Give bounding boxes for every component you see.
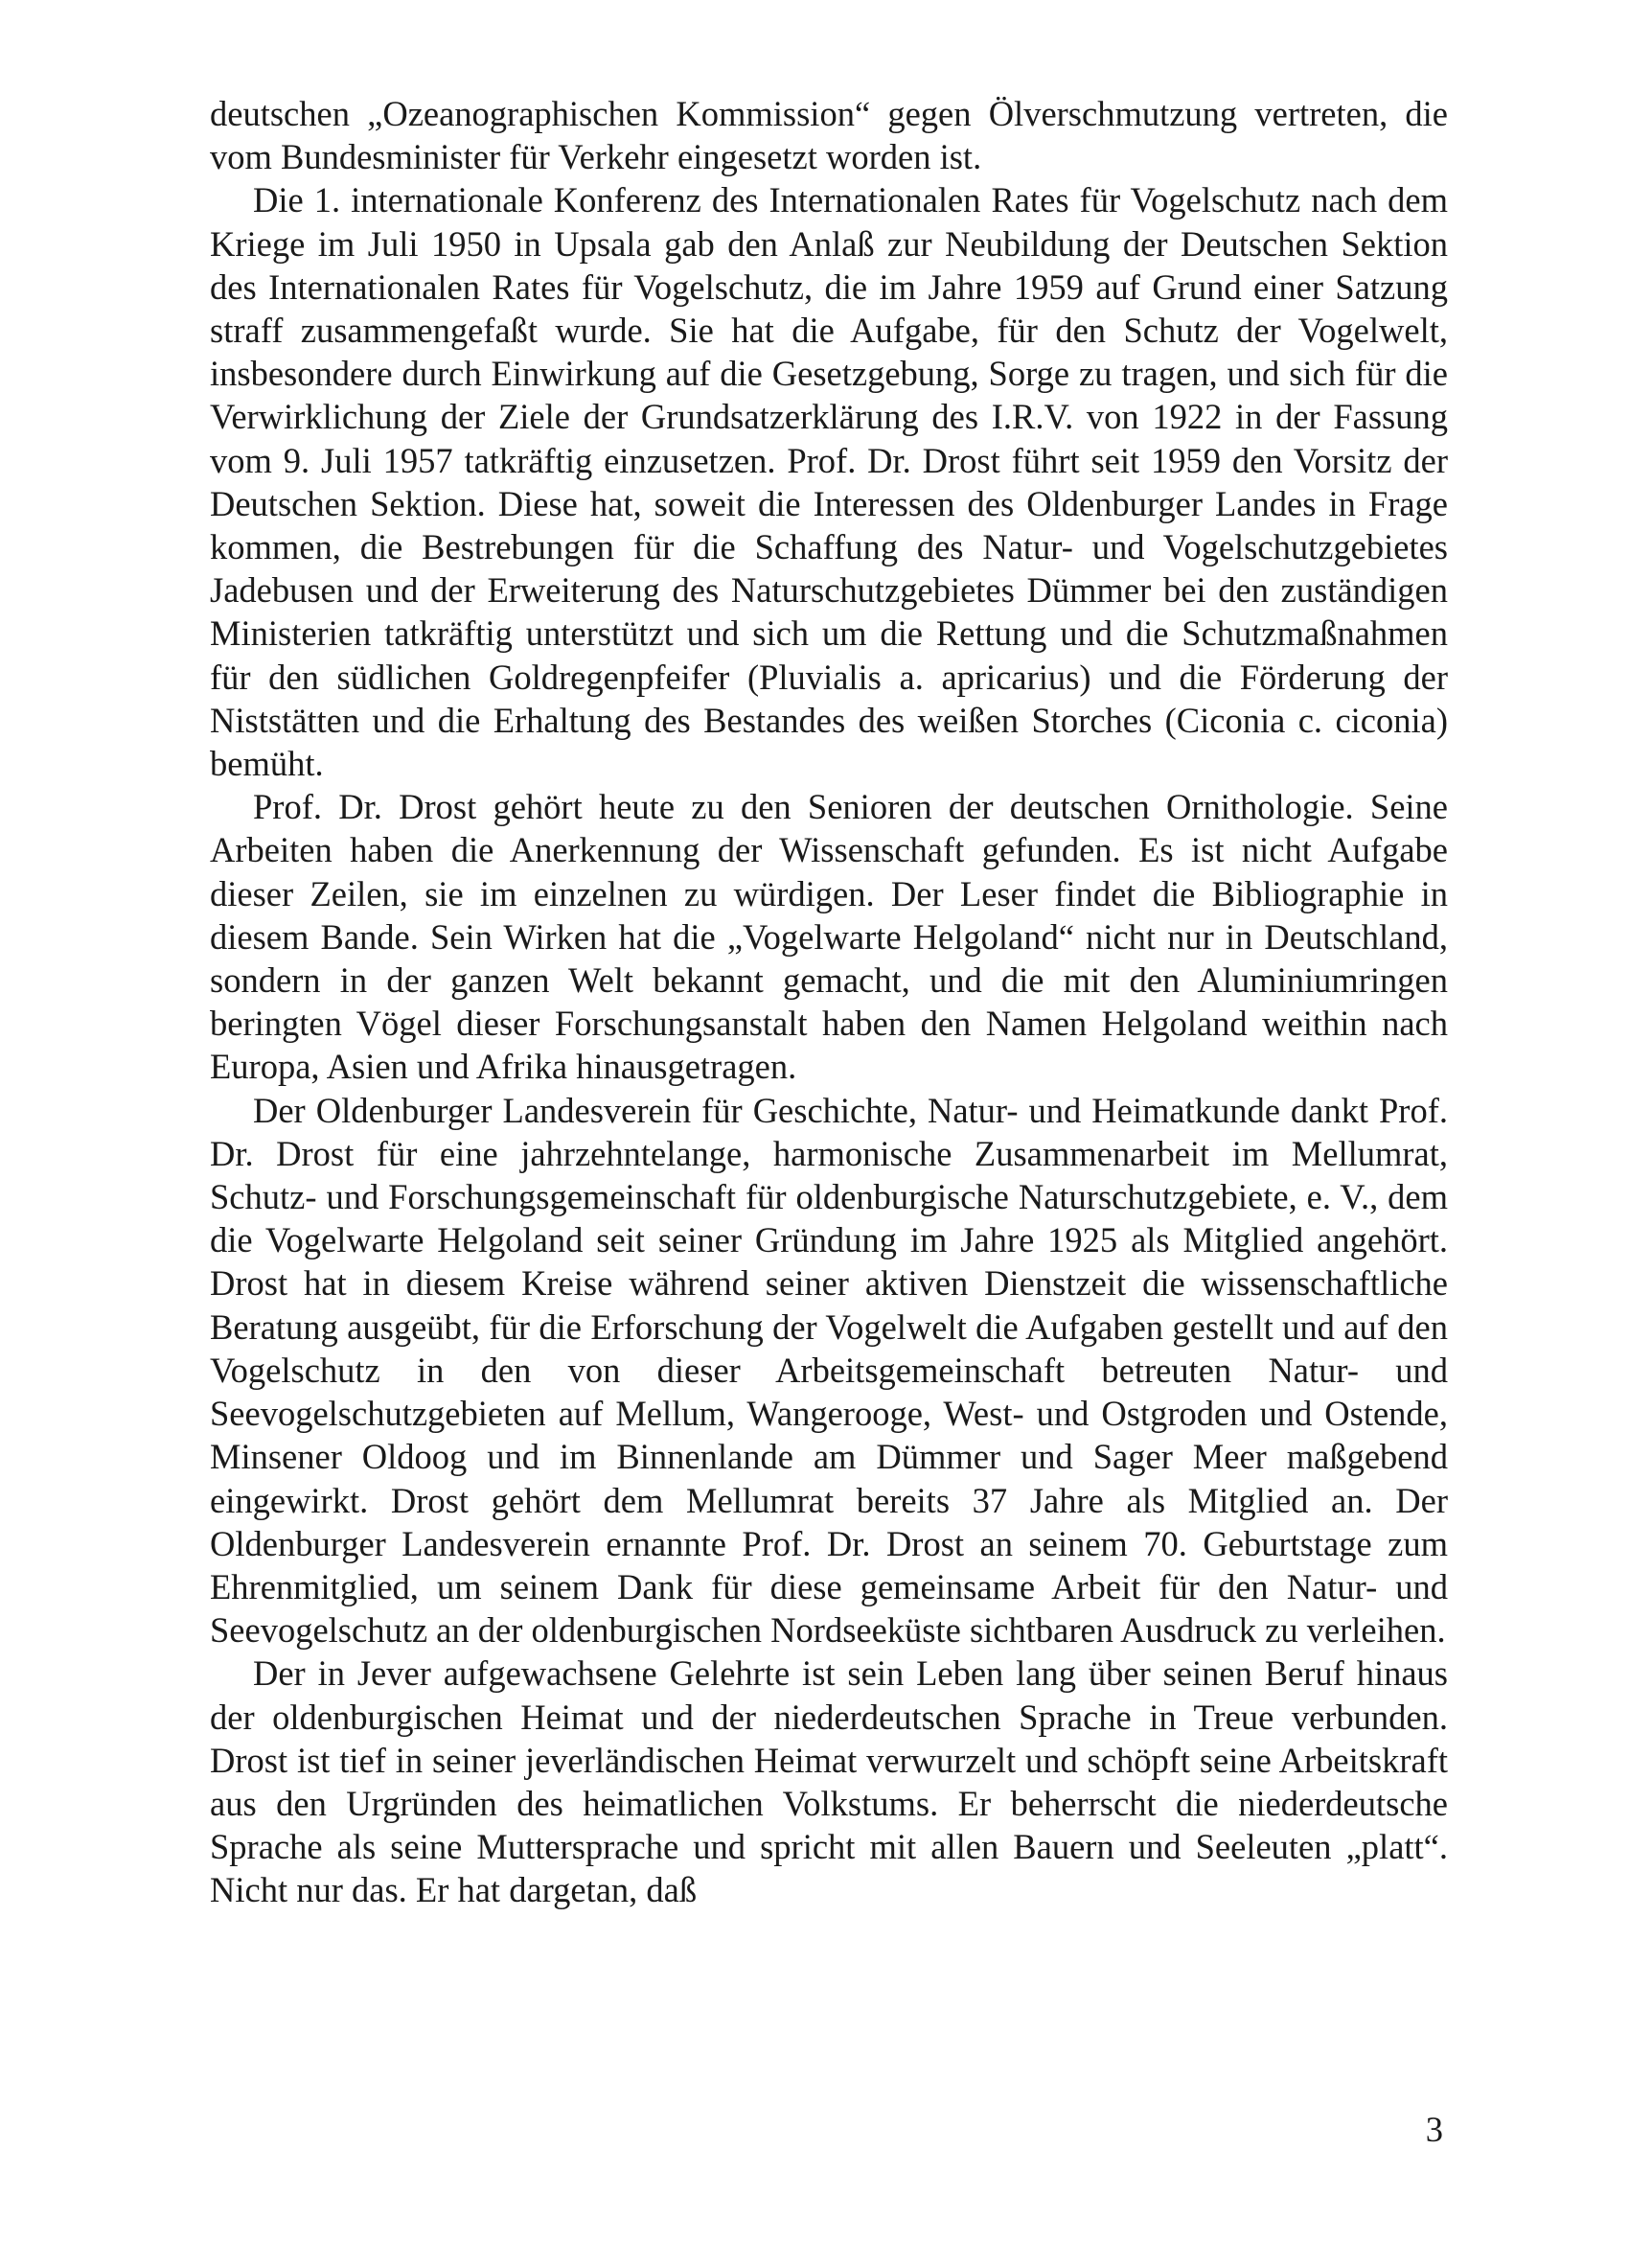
paragraph-3: Prof. Dr. Drost gehört heute zu den Senioren der deutschen Ornithologie. Seine Arbeiten haben die Anerkennung der Wissenschaft gefunden. Es ist nicht Aufgabe dieser Zeilen, sie im einzelnen zu würdigen. Der Leser findet die Bibliographie in diesem Bande. Sein Wirken hat die „Vogelwarte Helgoland“ nicht nur in Deutschland, sondern in der ganzen Welt bekannt gemacht, und die mit den Aluminiumringen beringten Vögel dieser Forschungsanstalt haben den Namen Helgoland weithin nach Europa, Asien und Afrika hinausgetragen.	[210, 787, 1448, 1087]
body-text	[210, 92, 1448, 1912]
page-number: 3	[1425, 2110, 1443, 2149]
paragraph-1: deutschen „Ozeanographischen Kommission“ gegen Ölverschmutzung vertreten, die vom Bundesminister für Verkehr eingesetzt worden ist.	[210, 94, 1448, 177]
paragraph-5: Der in Jever aufgewachsene Gelehrte ist sein Leben lang über seinen Beruf hinaus der oldenburgischen Heimat und der niederdeutschen Sprache in Treue verbunden. Drost ist tief in seiner jeverländischen Heimat verwurzelt und schöpft seine Arbeitskraft aus den Urgründen des heimatlichen Volkstums. Er beherrscht die niederdeutsche Sprache als seine Muttersprache und spricht mit allen Bauern und Seeleuten „platt“. Nicht nur das. Er hat dargetan, daß	[210, 1653, 1448, 1910]
paragraph-4: Der Oldenburger Landesverein für Geschichte, Natur- und Heimatkunde dankt Prof. Dr. Drost für eine jahrzehntelange, harmonische Zusammenarbeit im Mellumrat, Schutz- und Forschungsgemeinschaft für oldenburgische Naturschutzgebiete, e. V., dem die Vogelwarte Helgoland seit seiner Gründung im Jahre 1925 als Mitglied angehört. Drost hat in diesem Kreise während seiner aktiven Dienstzeit die wissenschaftliche Beratung ausgeübt, für die Erforschung der Vogelwelt die Aufgaben gestellt und auf den Vogelschutz in den von dieser Arbeitsgemeinschaft betreuten Natur- und Seevogelschutzgebieten auf Mellum, Wangerooge, West- und Ostgroden und Ostende, Minsener Oldoog und im Binnenlande am Dümmer und Sager Meer maßgebend eingewirkt. Drost gehört dem Mellumrat bereits 37 Jahre als Mitglied an. Der Oldenburger Landesverein ernannte Prof. Dr. Drost an seinem 70. Geburtstage zum Ehrenmitglied, um seinem Dank für diese gemeinsame Arbeit für den Natur- und Seevogelschutz an der oldenburgischen Nordseeküste sichtbaren Ausdruck zu verleihen.	[210, 1090, 1448, 1651]
paragraph-2: Die 1. internationale Konferenz des Internationalen Rates für Vogelschutz nach dem Kriege im Juli 1950 in Upsala gab den Anlaß zur Neubildung der Deutschen Sektion des Internationalen Rates für Vogelschutz, die im Jahre 1959 auf Grund einer Satzung straff zusammengefaßt wurde. Sie hat die Aufgabe, für den Schutz der Vogelwelt, insbesondere durch Einwirkung auf die Gesetzgebung, Sorge zu tragen, und sich für die Verwirklichung der Ziele der Grundsatzerklärung des I.R.V. von 1922 in der Fassung vom 9. Juli 1957 tatkräftig einzusetzen. Prof. Dr. Drost führt seit 1959 den Vorsitz der Deutschen Sektion. Diese hat, soweit die Interessen des Oldenburger Landes in Frage kommen, die Bestrebungen für die Schaffung des Natur- und Vogelschutzgebietes Jadebusen und der Erweiterung des Naturschutzgebietes Dümmer bei den zuständigen Ministerien tatkräftig unterstützt und sich um die Rettung und die Schutzmaßnahmen für den südlichen Goldregenpfeifer (Pluvialis a. apricarius) und die Förderung der Niststätten und die Erhaltung des Bestandes des weißen Storches (Ciconia c. ciconia) bemüht.	[210, 180, 1448, 784]
